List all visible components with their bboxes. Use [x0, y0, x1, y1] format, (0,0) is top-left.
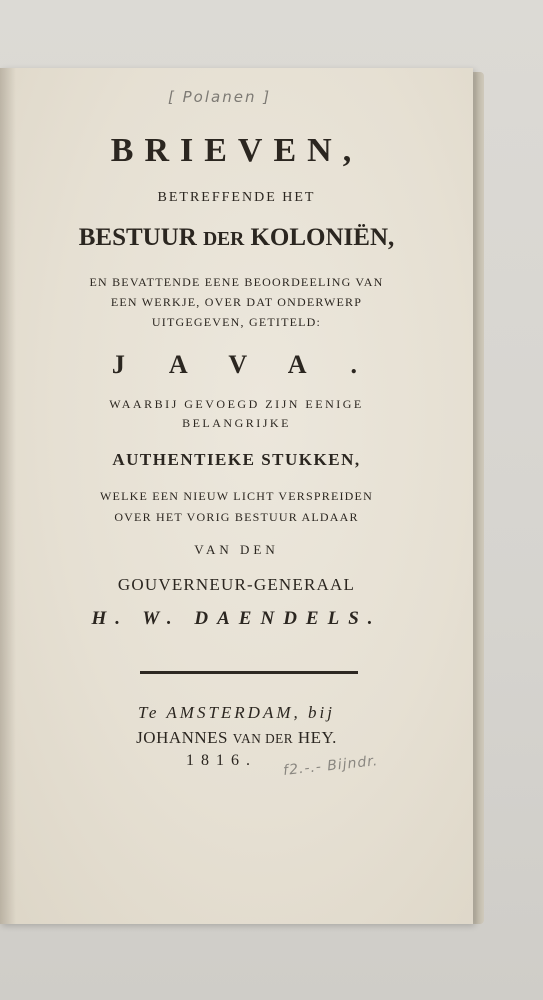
- pencil-price-note: f2.-.- Bijndr.: [282, 753, 379, 779]
- gouverneur-generaal: GOUVERNEUR-GENERAAL: [117, 575, 356, 594]
- waarbij-line-1: WAARBIJ GEVOEGD ZIJN EENIGE: [109, 397, 364, 411]
- verspreiden-line-1: WELKE EEN NIEUW LICHT VERSPREIDEN: [100, 489, 373, 503]
- verspreiden-line-2: OVER HET VORIG BESTUUR ALDAAR: [114, 510, 359, 524]
- imprint-place: Te AMSTERDAM, bij: [138, 703, 335, 722]
- horizontal-rule: [140, 671, 358, 674]
- publisher-hey: HEY.: [297, 728, 337, 747]
- waarbij-line-2: BELANGRIJKE: [182, 416, 291, 430]
- subtitle-bestuur: BESTUUR: [78, 224, 197, 251]
- authentieke-stukken: AUTHENTIEKE STUKKEN,: [112, 450, 361, 469]
- subtitle-line-2: [0, 224, 473, 252]
- publisher: [0, 728, 473, 748]
- java-title: JAVA.: [111, 350, 402, 379]
- book-title: BRIEVEN,: [110, 132, 363, 169]
- pencil-annotation: [ Polanen ]: [168, 88, 272, 106]
- subtitle-kolonien: KOLONIËN,: [250, 224, 395, 251]
- author-name: H. W. DAENDELS.: [91, 608, 382, 629]
- body-line-3: UITGEGEVEN, GETITELD:: [151, 315, 322, 329]
- publisher-van-der: VAN DER: [232, 731, 294, 746]
- body-line-2: EEN WERKJE, OVER DAT ONDERWERP: [110, 295, 363, 309]
- publisher-johannes: JOHANNES: [136, 728, 229, 747]
- publication-year: 1816.: [186, 752, 257, 769]
- subtitle-line-1: BETREFFENDE HET: [157, 190, 316, 205]
- subtitle-der: DER: [203, 229, 245, 250]
- van-den: VAN DEN: [194, 542, 279, 557]
- body-line-1: EN BEVATTENDE EENE BEOORDEELING VAN: [89, 275, 384, 289]
